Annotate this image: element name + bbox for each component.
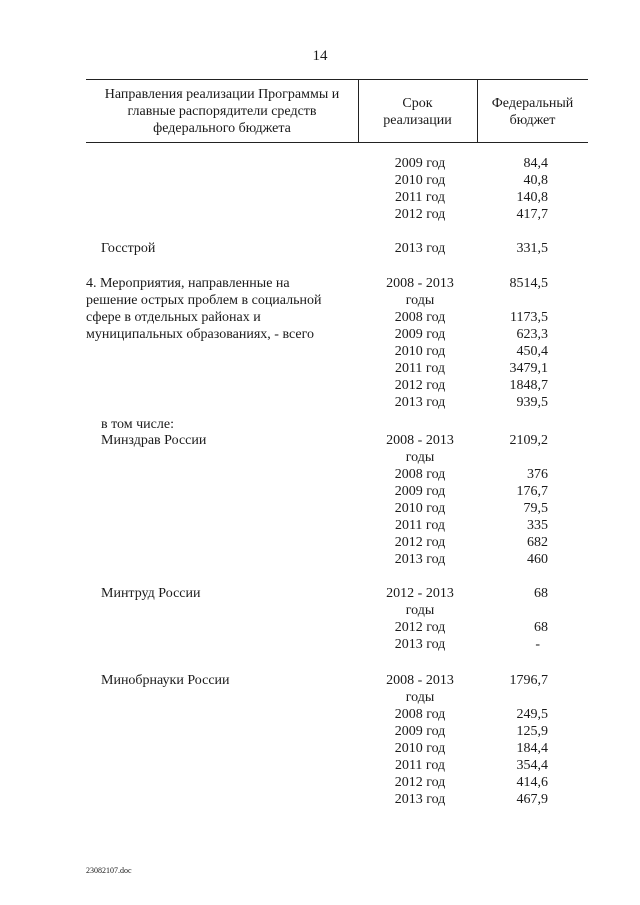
table-header-top-rule [86, 79, 588, 80]
table-row [0, 672, 640, 689]
row-budget: 414,6 [516, 775, 548, 790]
table-row [0, 189, 640, 206]
row-budget: 450,4 [516, 344, 548, 359]
row-budget: 467,9 [516, 792, 548, 807]
row-budget: 354,4 [516, 758, 548, 773]
header-directions-line: главные распорядители средств [127, 104, 317, 119]
row-term: 2008 - 2013 [386, 433, 454, 448]
table-row [0, 172, 640, 189]
row-term: годы [405, 450, 435, 465]
row-term: 2013 год [394, 637, 446, 652]
row-budget: 79,5 [523, 501, 548, 516]
row-term: 2009 год [394, 156, 446, 171]
row-direction: муниципальных образованиях, - всего [86, 327, 314, 342]
table-row [0, 483, 640, 500]
row-budget: 376 [527, 467, 548, 482]
table-row [0, 517, 640, 534]
row-budget: 1796,7 [509, 673, 548, 688]
table-row [0, 689, 640, 706]
row-budget: - [535, 637, 540, 652]
table-row [0, 275, 640, 292]
row-term: годы [405, 603, 435, 618]
row-budget: 140,8 [516, 190, 548, 205]
table-header-bottom-rule [86, 142, 588, 143]
table-row [0, 757, 640, 774]
table-row [0, 551, 640, 568]
row-budget: 125,9 [516, 724, 548, 739]
row-budget: 176,7 [516, 484, 548, 499]
row-term: 2008 год [394, 310, 446, 325]
row-direction: Минобрнауки России [101, 673, 230, 688]
document-filename: 23082107.doc [86, 866, 132, 875]
row-term: 2010 год [394, 741, 446, 756]
header-budget [477, 95, 588, 129]
row-term: 2013 год [394, 552, 446, 567]
row-budget: 3479,1 [509, 361, 548, 376]
row-term: 2008 год [394, 707, 446, 722]
table-row [0, 500, 640, 517]
header-term-line: реализации [383, 113, 452, 128]
table-row [0, 309, 640, 326]
row-direction: решение острых проблем в социальной [86, 293, 322, 308]
row-budget: 40,8 [523, 173, 548, 188]
row-budget: 331,5 [516, 241, 548, 256]
row-budget: 335 [527, 518, 548, 533]
header-term [358, 95, 477, 129]
row-term: 2012 - 2013 [386, 586, 454, 601]
row-term: 2009 год [394, 484, 446, 499]
table-row [0, 343, 640, 360]
row-budget: 8514,5 [509, 276, 548, 291]
table-row [0, 602, 640, 619]
page-number: 14 [312, 48, 328, 64]
table-row [0, 394, 640, 411]
row-term: 2012 год [394, 207, 446, 222]
header-directions [86, 86, 358, 137]
row-budget: 84,4 [523, 156, 548, 171]
row-term: 2008 - 2013 [386, 673, 454, 688]
table-row [0, 206, 640, 223]
row-direction: в том числе: [101, 417, 174, 432]
table-row [0, 416, 640, 433]
table-row [0, 326, 640, 343]
row-budget: 623,3 [516, 327, 548, 342]
table-row [0, 292, 640, 309]
header-term-line: Срок [402, 96, 433, 111]
row-term: 2011 год [394, 758, 446, 773]
header-directions-line: федерального бюджета [153, 121, 291, 136]
table-row [0, 791, 640, 808]
row-budget: 1173,5 [510, 310, 548, 325]
row-direction: Минздрав России [101, 433, 207, 448]
row-term: 2013 год [394, 792, 446, 807]
table-row [0, 740, 640, 757]
table-row [0, 360, 640, 377]
row-term: 2011 год [394, 518, 446, 533]
row-term: 2011 год [394, 190, 446, 205]
row-direction: Минтруд России [101, 586, 201, 601]
table-row [0, 706, 640, 723]
row-direction: Госстрой [101, 241, 156, 256]
row-budget: 249,5 [516, 707, 548, 722]
header-budget-line: Федеральный [491, 96, 574, 111]
row-term: 2013 год [394, 395, 446, 410]
row-budget: 2109,2 [509, 433, 548, 448]
row-term: 2010 год [394, 344, 446, 359]
table-row [0, 466, 640, 483]
table-row [0, 432, 640, 449]
row-budget: 184,4 [516, 741, 548, 756]
row-term: 2008 - 2013 [386, 276, 454, 291]
table-row [0, 585, 640, 602]
table-row [0, 723, 640, 740]
row-term: 2012 год [394, 620, 446, 635]
row-term: 2012 год [394, 378, 446, 393]
row-term: 2013 год [394, 241, 446, 256]
header-directions-line: Направления реализации Программы и [104, 87, 340, 102]
row-budget: 682 [527, 535, 548, 550]
row-term: годы [405, 690, 435, 705]
header-budget-line: бюджет [509, 113, 556, 128]
row-budget: 417,7 [516, 207, 548, 222]
row-term: 2010 год [394, 173, 446, 188]
row-term: 2012 год [394, 535, 446, 550]
table-row [0, 155, 640, 172]
table-row [0, 636, 640, 653]
row-term: 2011 год [394, 361, 446, 376]
row-budget: 1848,7 [509, 378, 548, 393]
row-term: 2009 год [394, 327, 446, 342]
row-budget: 460 [527, 552, 548, 567]
table-row [0, 449, 640, 466]
row-term: 2009 год [394, 724, 446, 739]
row-term: 2008 год [394, 467, 446, 482]
table-row [0, 240, 640, 257]
table-row [0, 774, 640, 791]
row-budget: 68 [534, 586, 548, 601]
row-budget: 939,5 [516, 395, 548, 410]
row-direction: сфере в отдельных районах и [86, 310, 261, 325]
table-row [0, 619, 640, 636]
row-term: годы [405, 293, 435, 308]
row-term: 2010 год [394, 501, 446, 516]
row-term: 2012 год [394, 775, 446, 790]
row-direction: 4. Мероприятия, направленные на [86, 276, 290, 291]
row-budget: 68 [534, 620, 548, 635]
table-row [0, 377, 640, 394]
table-row [0, 534, 640, 551]
